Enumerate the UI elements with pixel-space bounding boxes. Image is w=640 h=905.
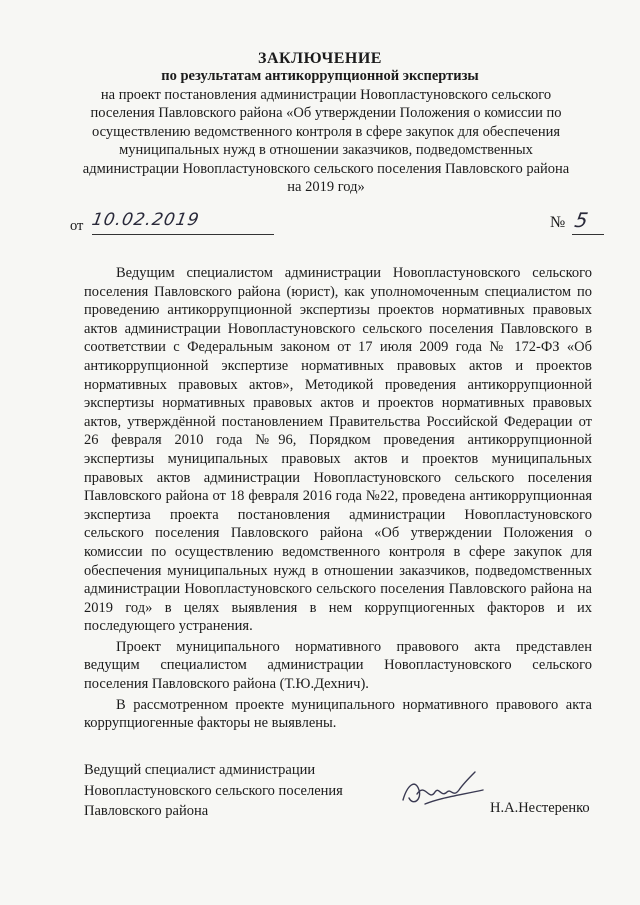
- date-number-row: [70, 208, 590, 242]
- handwritten-signature: [395, 768, 490, 818]
- document-header: [70, 86, 582, 196]
- body-paragraph: Проект муниципального нормативного правового акта представлен ведущим специалистом администрации Новопластуновского сельского поселения Павловского района (Т.Ю.Дехнич).: [84, 638, 592, 693]
- handwritten-number: 5: [572, 208, 590, 232]
- number-underline: [572, 234, 604, 235]
- header-line: на 2019 год»: [287, 179, 365, 196]
- signatory-position: [84, 760, 384, 822]
- header-line: администрации Новопластуновского сельского поселения Павловского района: [82, 160, 570, 177]
- document-title: ЗАКЛЮЧЕНИЕ: [258, 50, 382, 67]
- handwritten-date: 10.02.2019: [90, 210, 202, 230]
- signatory-position-line: Ведущий специалист администрации: [84, 762, 316, 778]
- document-subtitle: по результатам антикоррупционной экспертизы: [161, 68, 479, 84]
- date-prefix: от: [70, 218, 84, 234]
- header-line: осуществлению ведомственного контроля в сфере закупок для обеспечения: [91, 123, 561, 140]
- signatory-position-line: Новопластуновского сельского поселения: [84, 782, 343, 799]
- signatory-position-line: Павловского района: [84, 803, 209, 819]
- body-paragraph: Ведущим специалистом администрации Новопластуновского сельского поселения Павловского района (юрист), как уполномоченным специалистом по проведению антикоррупционной экспертизы проектов нормативных правовых актов администрации Новопластуновского сельского поселения Павловского в соответствии с Федеральным законом от 17 июля 2009 года № 172-ФЗ «Об антикоррупционной экспертизе нормативных правовых актов и проектов нормативных правовых актов», Методикой проведения антикоррупционной экспертизы нормативных правовых актов и проектов нормативных правовых актов, утверждённой постановлением Правительства Российской Федерации от 26 февраля 2010 года №96, Порядком проведения антикоррупционной экспертизы муниципальных правовых актов и проектов муниципальных правовых актов администрации Новопластуновского сельского поселения Павловского района от 18 февраля 2016 года №22, проведена антикоррупционная экспертиза проекта постановления администрации Новопластуновского сельского поселения Павловского района «Об утверждении Положения о комиссии по осуществлению ведомственного контроля в сфере закупок для обеспечения муниципальных нужд в отношении заказчиков, подведомственных администрации Новопластуновского сельского поселения Павловского района на 2019 год» в целях выявления в нем коррупциогенных факторов и их последующего устранения.: [84, 265, 592, 635]
- document-body: [84, 264, 592, 733]
- header-line: поселения Павловского района «Об утверждении Положения о комиссии по: [90, 105, 562, 122]
- signatory-name: Н.А.Нестеренко: [490, 800, 590, 816]
- header-line: муниципальных нужд в отношении заказчиков, подведомственных: [119, 142, 533, 159]
- header-line: на проект постановления администрации Новопластуновского сельского: [100, 87, 552, 103]
- number-prefix: №: [550, 214, 566, 231]
- body-paragraph: В рассмотренном проекте муниципального нормативного правового акта коррупциогенные факторы не выявлены.: [84, 696, 592, 732]
- date-underline: [92, 234, 274, 235]
